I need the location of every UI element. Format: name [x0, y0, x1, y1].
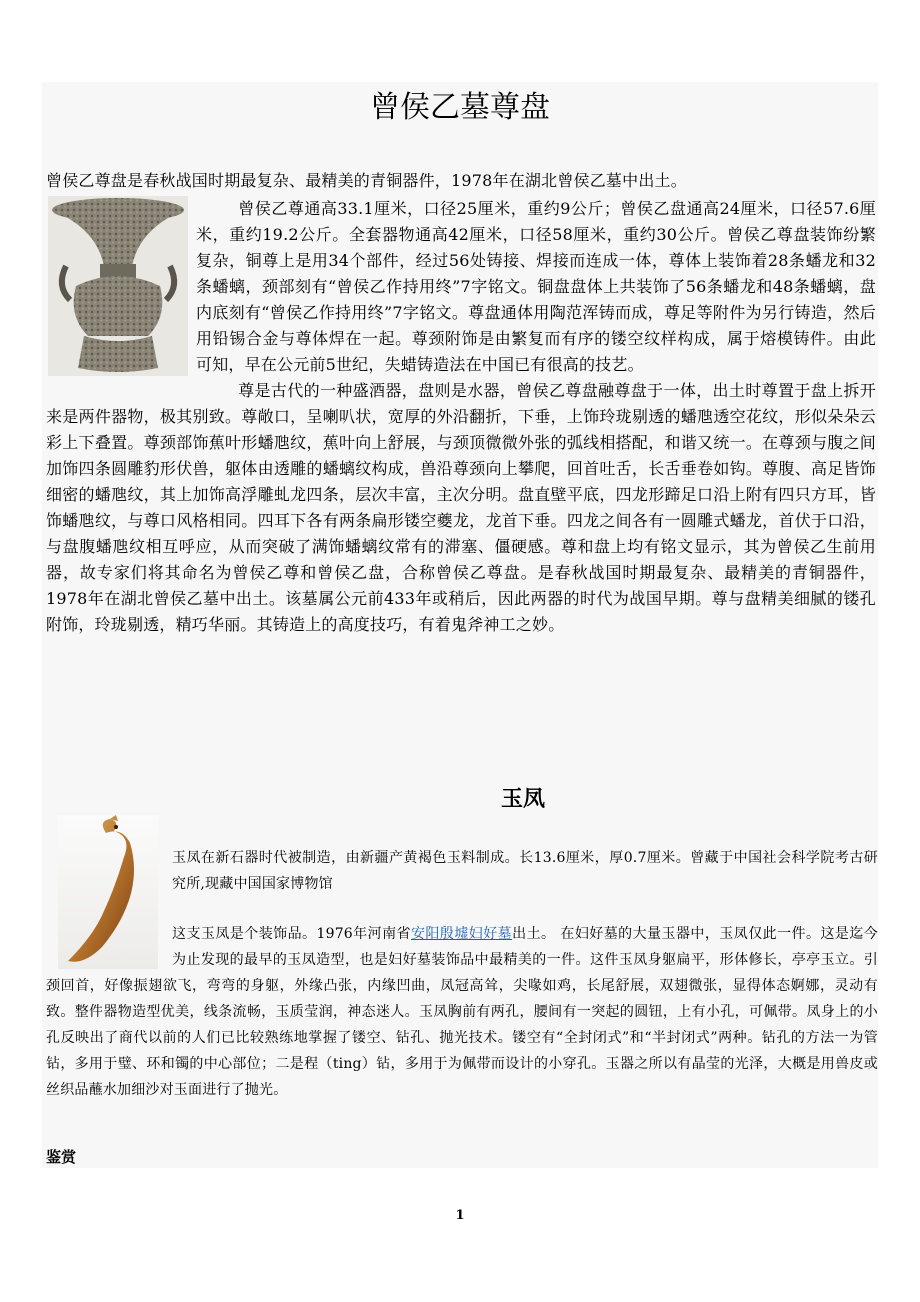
zun-paragraph-2: 尊是古代的一种盛酒器，盘则是水器，曾侯乙尊盘融尊盘于一体，出土时尊置于盘上拆开来是两件器物，极其别致。尊敞口，呈喇叭状，宽厚的外沿翻折，下垂，上饰玲珑剔透的蟠虺透空花纹，形似朵朵云彩上下叠置。尊颈部饰蕉叶形蟠虺纹，蕉叶向上舒展，与颈顶微微外张的弧线相搭配，和谐又统一。在尊颈与腹之间加饰四条圆雕豹形伏兽，躯体由透雕的蟠螭纹构成，兽沿尊颈向上攀爬，回首吐舌，长舌垂卷如钩。尊腹、高足皆饰细密的蟠虺纹，其上加饰高浮雕虬龙四条，层次丰富，主次分明。盘直壁平底，四龙形蹄足口沿上附有四只方耳，皆饰蟠虺纹，与尊口风格相同。四耳下各有两条扁形镂空夔龙，龙首下垂。四龙之间各有一圆雕式蟠龙，首伏于口沿，与盘腹蟠虺纹相互呼应，从而突破了满饰蟠螭纹常有的滞塞、僵硬感。尊和盘上均有铭文显示，其为曾侯乙生前用器，故专家们将其命名为曾侯乙尊和曾侯乙盘，合称曾侯乙尊盘。是春秋战国时期最复杂、最精美的青铜器件，1978年在湖北曾侯乙墓中出土。该墓属公元前433年或稍后，因此两器的时代为战国早期。尊与盘精美细腻的镂孔附饰，玲珑剔透，精巧华丽。其铸造上的高度技巧，有着鬼斧神工之妙。: [46, 381, 876, 634]
page-title: 曾侯乙墓尊盘: [370, 90, 550, 125]
page-number: 1: [455, 1208, 465, 1223]
yufeng-text-block: [46, 921, 878, 1103]
zun-description-block: [46, 196, 876, 638]
anyang-fuhao-tomb-link[interactable]: 安阳殷墟妇好墓: [410, 926, 513, 942]
section-title-yufeng: 玉凤: [500, 786, 545, 812]
appreciation-heading: 鉴赏: [46, 1148, 77, 1166]
zun-paragraph-1: 曾侯乙尊通高33.1厘米，口径25厘米，重约9公斤；曾侯乙盘通高24厘米，口径57.6厘米，重约19.2公斤。全套器物通高42厘米，口径58厘米，重约30公斤。曾侯乙尊盘装饰纷繁复杂，铜尊上是用34个部件，经过56处铸接、焊接而连成一体，尊体上装饰着28条蟠龙和32条蟠螭，颈部刻有“曾侯乙作持用终”7字铭文。铜盘盘体上共装饰了56条蟠龙和48条蟠螭，盘内底刻有“曾侯乙作持用终”7字铭文。尊盘通体用陶范浑铸而成，尊足等附件为另行铸造，然后用铅锡合金与尊体焊在一起。尊颈附饰是由繁复而有序的镂空纹样构成，属于熔模铸件。由此可知，早在公元前5世纪，失蜡铸造法在中国已有很高的技艺。: [196, 199, 876, 374]
yufeng-paragraph-start: 这支玉凤是个装饰品。1976年河南省: [172, 926, 411, 942]
intro-paragraph: 曾侯乙尊盘是春秋战国时期最复杂、最精美的青铜器件，1978年在湖北曾侯乙墓中出土。: [46, 171, 687, 190]
yufeng-paragraph-rest: 出土。 在妇好墓的大量玉器中，玉凤仅此一件。这是迄今为止发现的最早的玉凤造型，也是妇好墓装饰品中最精美的一件。这件玉凤身躯扁平，形体修长，亭亭玉立。引颈回首，好像振翅欲飞，弯弯的身躯，外缘凸张，内缘凹曲，凤冠高耸，尖喙如鸡，长尾舒展，双翅微张，显得体态婀娜，灵动有致。整件器物造型优美，线条流畅，玉质莹润，神态迷人。玉凤胸前有两孔，腰间有一突起的圆钮，上有小孔，可佩带。凤身上的小孔反映出了商代以前的人们已比较熟练地掌握了镂空、钻孔、抛光技术。镂空有“全封闭式”和“半封闭式”两种。钻孔的方法一为管钻，多用于璧、环和镯的中心部位；二是程（ting）钻，多用于为佩带而设计的小穿孔。玉器之所以有晶莹的光泽，大概是用兽皮或丝织品蘸水加细沙对玉面进行了抛光。: [46, 926, 878, 1098]
yufeng-description: 玉凤在新石器时代被制造，由新疆产黄褐色玉料制成。长13.6厘米，厚0.7厘米。曾藏于中国社会科学院考古研究所,现藏中国国家博物馆: [172, 850, 878, 892]
